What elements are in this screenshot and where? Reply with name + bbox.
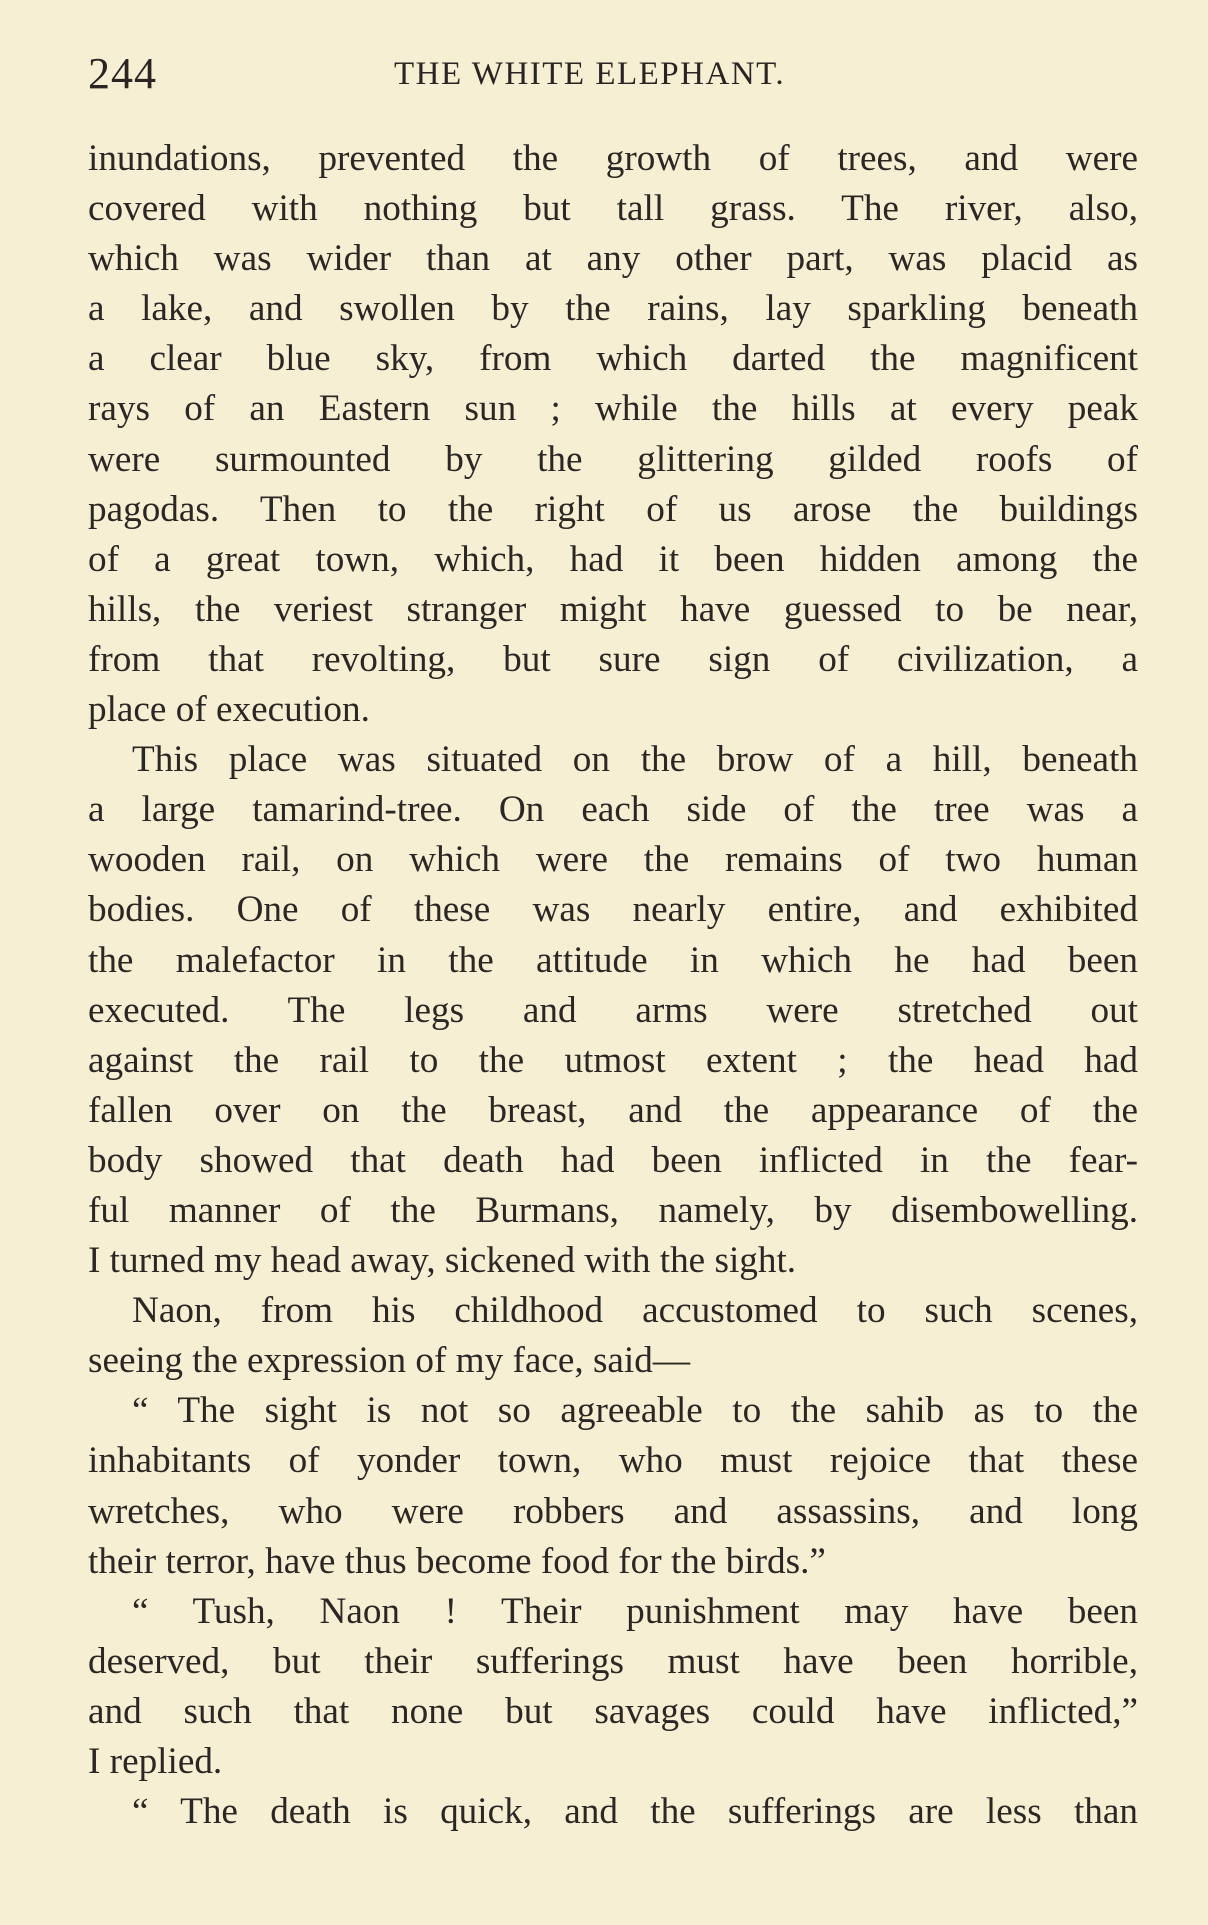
text-line: rays of an Eastern sun ; while the hills at every peak — [88, 388, 1138, 430]
paragraph-first-line: “ The sight is not so agreeable to the sahib as to the — [132, 1390, 1138, 1432]
text-line: inhabitants of yonder town, who must rejoice that these — [88, 1440, 1138, 1482]
text-line: a clear blue sky, from which darted the magnificent — [88, 338, 1138, 380]
text-line: I turned my head away, sickened with the sight. — [88, 1240, 797, 1282]
text-line: pagodas. Then to the right of us arose the buildings — [88, 488, 1138, 530]
text-line: the malefactor in the attitude in which he had been — [88, 939, 1138, 981]
text-line: their terror, have thus become food for the birds.” — [88, 1540, 826, 1582]
text-line: against the rail to the utmost extent ; the head had — [88, 1039, 1138, 1081]
text-line: and such that none but savages could have inflicted,” — [88, 1690, 1138, 1732]
text-line: place of execution. — [88, 689, 370, 731]
text-line: executed. The legs and arms were stretched out — [88, 989, 1138, 1031]
page-header — [88, 48, 1138, 104]
paragraph-first-line: Naon, from his childhood accustomed to such scenes, — [132, 1290, 1138, 1332]
text-line: body showed that death had been inflicted in the fear- — [88, 1139, 1138, 1181]
text-line: seeing the expression of my face, said— — [88, 1340, 691, 1382]
text-line: deserved, but their sufferings must have been horrible, — [88, 1640, 1138, 1682]
text-line: wretches, who were robbers and assassins, and long — [88, 1490, 1138, 1532]
body-text — [88, 134, 1138, 1837]
text-line: were surmounted by the glittering gilded roofs of — [88, 438, 1138, 480]
text-line: fallen over on the breast, and the appearance of the — [88, 1089, 1138, 1131]
running-title: THE WHITE ELEPHANT. — [394, 56, 786, 92]
paragraph-first-line: “ The death is quick, and the sufferings are less than — [132, 1791, 1138, 1833]
paragraph-first-line: This place was situated on the brow of a hill, beneath — [132, 739, 1138, 781]
text-line: wooden rail, on which were the remains of two human — [88, 839, 1138, 881]
text-line: a lake, and swollen by the rains, lay sparkling beneath — [88, 288, 1138, 330]
text-line: inundations, prevented the growth of trees, and were — [88, 138, 1138, 179]
text-line: a large tamarind-tree. On each side of the tree was a — [88, 789, 1138, 831]
text-line: hills, the veriest stranger might have guessed to be near, — [88, 588, 1138, 630]
page-number: 244 — [88, 49, 157, 98]
text-line: covered with nothing but tall grass. The river, also, — [88, 188, 1138, 230]
text-line: which was wider than at any other part, was placid as — [88, 238, 1138, 280]
text-line: from that revolting, but sure sign of civilization, a — [88, 638, 1138, 680]
text-line: I replied. — [88, 1741, 223, 1782]
text-line: of a great town, which, had it been hidden among the — [88, 538, 1138, 580]
paragraph-first-line: “ Tush, Naon ! Their punishment may have been — [132, 1590, 1138, 1632]
text-line: bodies. One of these was nearly entire, and exhibited — [88, 889, 1138, 931]
text-line: ful manner of the Burmans, namely, by disembowelling. — [88, 1189, 1138, 1231]
